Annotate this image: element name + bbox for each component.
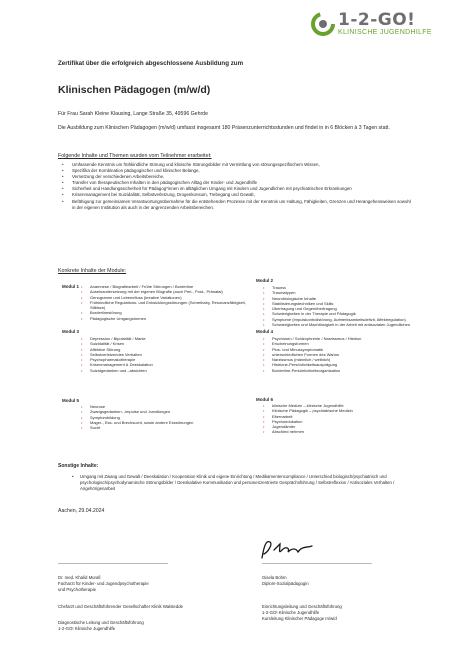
signatory-right-name: Gisela Bohm: [262, 575, 287, 580]
module-label: Modul 1: [62, 284, 79, 289]
logo-subtitle: KLINISCHE JUGENDHILFE: [338, 29, 432, 36]
signatory-right-org: [262, 604, 422, 621]
module-item: • Psychoedukation: [262, 419, 412, 424]
module-item: • Elternarbeit: [262, 414, 412, 419]
module-item: • Pädagogische Umgangsformen: [80, 316, 250, 321]
module-label: Modul 5: [62, 398, 79, 403]
module-item: • Übertragung und Gegenübertragung: [262, 306, 412, 311]
module-item: • Stabilisierungstechniken und Skills: [262, 301, 412, 306]
module-label: Modul 6: [256, 397, 273, 402]
module-item: • Symptombildung: [80, 415, 250, 420]
signatory-right: [262, 575, 422, 587]
signatory-right-role: Diplom-Sozialpädagogin: [262, 580, 309, 586]
module-item: • Psychopharmakotherapie: [80, 357, 250, 362]
signatory-right-course-role: Kursleitung Klinischer Pädagoge m/w/d: [262, 615, 337, 621]
other-content-heading: Sonstige Inhalte:: [58, 463, 99, 469]
module-item: • Sucht: [80, 425, 250, 430]
signatory-left-org-line: 1-2-GO! Klinische Jugendhilfe: [58, 625, 116, 631]
module-label: Modul 4: [256, 329, 273, 334]
module-item: • klinische Medizin – klinische Jugendhilfe: [262, 403, 412, 408]
topic-item: • Spezifika der Kombination pädagogischer und klinischer Belange,: [58, 168, 413, 174]
module-item: • Anamnese / Biografiearbeit / Frühe Störungen / Borderline: [80, 284, 250, 289]
module-item: • Histrione-Persönlichkeitsausprägung: [262, 362, 412, 367]
signatory-left-org: [58, 620, 238, 632]
module-item: • Psychosen / Schizophrenie / Narzissmus / Histrion: [262, 336, 412, 341]
module-items: [80, 284, 250, 321]
signatory-left-role: und Psychotherapie: [58, 586, 96, 592]
module-item: • Trauma: [262, 285, 412, 290]
topic-item: • Transfer von therapeutischen Inhalten in den pädagogischen Alltag der Kinder- und Jugendhilfe: [58, 180, 413, 186]
topic-item: • Krisenmanagement bei Suizidalität, Selbstverletzung, Drogenkonsum, Trebegang und Gewalt,: [58, 192, 413, 198]
module-item: • Schwierigkeiten und Machtlosigkeit in der Arbeit mit antisozialen Jugendlichen: [262, 322, 412, 327]
module-item: • Symptome (Impulskontrollstörung, Aufmerksamkeitsdefizit, Affektregulation): [262, 317, 412, 322]
logo-swirl-icon: [310, 11, 336, 37]
certificate-title: Klinischen Pädagogen (m/w/d): [58, 84, 211, 96]
brand-logo: [310, 10, 448, 42]
module-item: • Zwangsgedanken, -impulse und -handlungen: [80, 409, 250, 414]
modules-heading: Konkrete Inhalte der Module:: [58, 268, 127, 274]
module-item: • Jugendämter: [262, 424, 412, 429]
signatory-left-role: Facharzt für Kinder- und Jugendpsychotherapie: [58, 580, 149, 586]
module-item: • Narzissmus (männlich / weiblich): [262, 357, 412, 362]
topic-item: • Sicherheit und Handlungssicherheit für Pädagog*innen im alltäglichen Umgang mit Kindern und Jugendlichen mit psychiatrischen Erkrankungen: [58, 186, 413, 192]
date-place: Aachen, 29.04.2024: [58, 508, 105, 514]
module-item: • Suizidalität / Krisen: [80, 341, 250, 346]
module-item: • Auseinandersetzung mit der eigenen Biografie (auch Peri-, Post-, Pränatal): [80, 289, 250, 294]
signatory-left-org-line: Diagnostische Leitung und Geschäftsführung: [58, 620, 144, 625]
module-item: • Depression / Bipolarität / Manie: [80, 336, 250, 341]
other-content-text: [72, 474, 405, 492]
signatory-left-name: Dr. med. Khalid Murafi: [58, 575, 101, 580]
module-item: • Plus- und Minussymptomatik: [262, 347, 412, 352]
signature-line-left: [58, 563, 168, 564]
module-item: • Affektive Störung: [80, 347, 250, 352]
bullet-icon: •: [72, 474, 74, 479]
signatory-left: [58, 575, 238, 592]
module-item: • Mager-, Ess- und Brechsucht, sowie andere Essstörungen: [80, 420, 250, 425]
signature-image: [256, 536, 316, 562]
certificate-heading: Zertifikat über die erfolgreich abgeschlossene Ausbildung zum: [58, 60, 244, 67]
module-items: [262, 285, 412, 327]
module-item: • Krisenmanagement & Deeskalation: [80, 362, 250, 367]
course-description: Die Ausbildung zum Klinischen Pädagogen (m/w/d) umfasst insgesamt 180 Präsenzunterrichtsstunden und findet in in 6 Blöcken à 3 Tagen statt.: [58, 125, 390, 131]
module-items: [262, 403, 412, 435]
module-item: • Genogramm und Lebenefluss (kreative Variationen): [80, 295, 250, 300]
module-label: Modul 3: [62, 329, 79, 334]
module-item: • Selbstverletzendes Verhalten: [80, 352, 250, 357]
logo-wordmark: 1-2-GO!: [338, 10, 416, 30]
module-items: [262, 336, 412, 373]
module-item: • Neurobiologische Inhalte: [262, 296, 412, 301]
recipient-line: Für Frau Sarah Kleine Klausing, Lange Straße 35, 49596 Gehrde: [58, 111, 208, 117]
signatory-right-org-line: Einrichtungsleitung und Geschäftsführung: [262, 604, 342, 609]
topic-item: • Befähigung zur gemeinsamen Verantwortungsübernahme für die entstehenden Prozesse mit der Kenntnis um Haltung, Fähigkeiten, Grenzen und Herangehensweisen sowohl in der eigenen Institution als auch in der angrenzenden Arbeitsbereichen.: [58, 199, 413, 211]
module-label: Modul 2: [256, 278, 273, 283]
module-item: • unterschiedlichen Formen des Wahns: [262, 352, 412, 357]
module-item: • Borderline-Persönlichkeitsorganisation: [262, 368, 412, 373]
module-item: • Frühkindliche Regulations- und Entwicklungsstörungen (Schreibaby, Resonanzfähigkeit, Stillface): [80, 300, 250, 311]
signature-line-right: [262, 563, 372, 564]
module-item: • Neurose: [80, 404, 250, 409]
module-item: • Erscheinungsformen: [262, 341, 412, 346]
module-items: [80, 336, 250, 373]
module-item: • Schwierigkeiten in der Therapie und Pädagogik: [262, 311, 412, 316]
module-items: [80, 404, 250, 430]
module-item: • Borderlinestörung: [80, 310, 250, 315]
topic-item: • Vernetzung der verschiedenen Arbeitsbereiche,: [58, 174, 413, 180]
signatory-right-org-line: 1-2-GO! Klinische Jugendhilfe: [262, 609, 320, 615]
module-item: • Klinische Pädagogik – psychiatrische Medizin: [262, 408, 412, 413]
topic-item: • Umfassende Kenntnis um frühkindliche Störung und klinische Störungsbilder mit Vermittlung von störungsspezifischem Wissen,: [58, 162, 413, 168]
other-content-body: Umgang mit Zwang und Gewalt / Deeskalation / Kooperation Klinik und eigene Einrichtung / Medikamentencompliance / Unterschied biologisch/psychiatrisch und psychologisch/psychodynamische Störungsbilder / Deeskalative Kommunikation und personenzentrierte Gesprächsführung / Selbstreflexion / Antisoziales Verhalten / Angehörigenarbeit: [80, 474, 395, 491]
module-item: • Suizidgedanken und –absichten: [80, 368, 250, 373]
module-item: • Abschied nehmen: [262, 429, 412, 434]
module-item: • Traumatypen: [262, 290, 412, 295]
topics-heading: Folgende Inhalte und Themen wurden vom Teilnehmer erarbeitet:: [58, 153, 212, 159]
signatory-left-position: Chefarzt und Geschäftsführender Gesellschafter Klinik Walstedde: [58, 604, 183, 609]
topics-list: [58, 162, 413, 211]
